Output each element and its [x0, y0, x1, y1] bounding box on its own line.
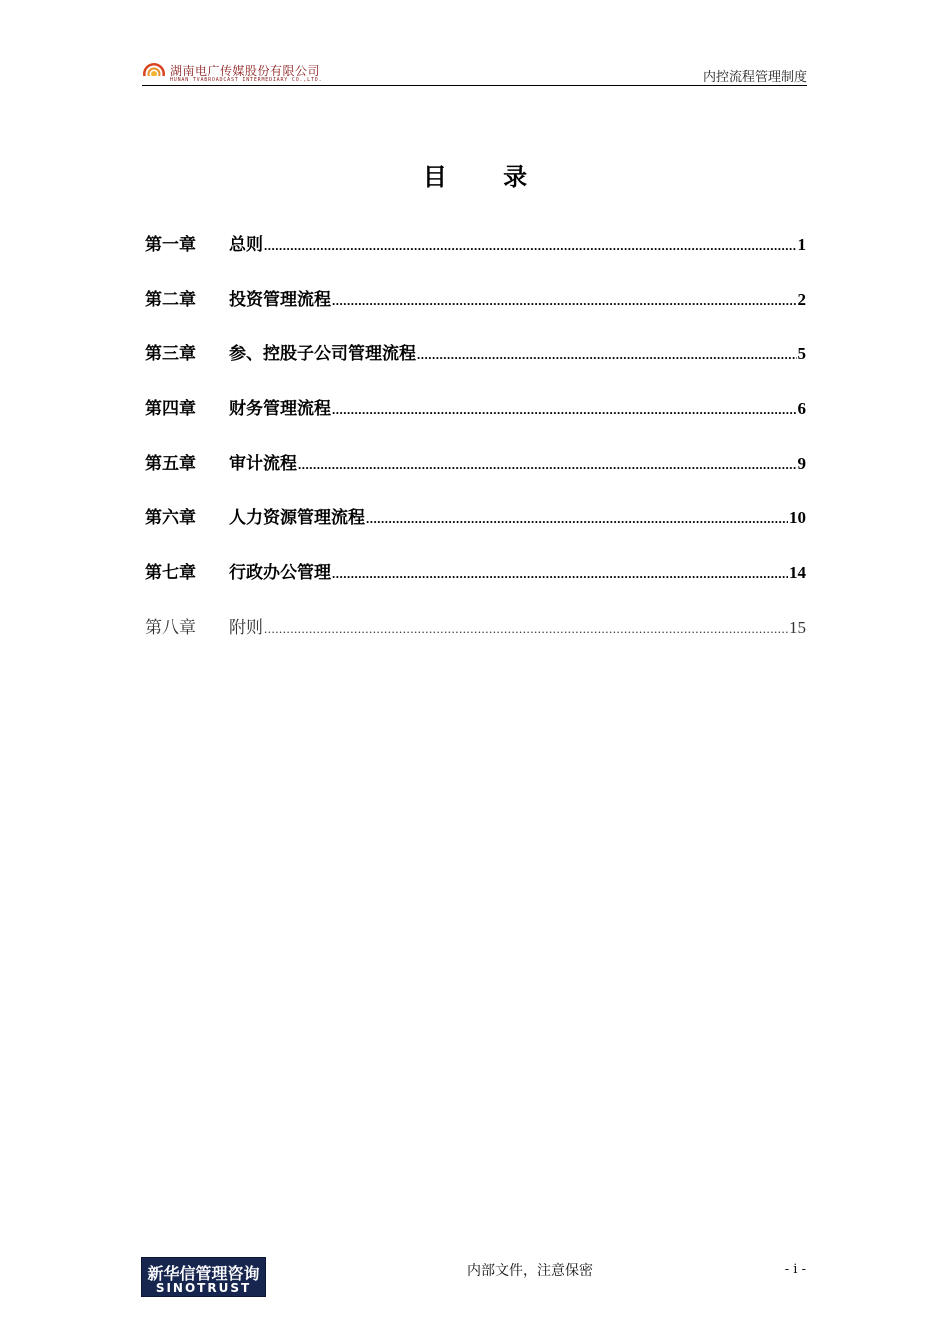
toc-page-number: 1	[797, 235, 806, 254]
toc-chapter: 第八章	[145, 617, 196, 638]
sunrise-logo-icon	[142, 60, 166, 84]
company-name: 湖南电广传媒股份有限公司	[170, 64, 321, 78]
toc-leader	[298, 457, 797, 473]
toc-text: 投资管理流程	[229, 289, 331, 310]
page-header	[142, 58, 807, 86]
toc-text: 审计流程	[229, 453, 297, 474]
toc-leader	[264, 238, 797, 254]
toc-text: 财务管理流程	[229, 399, 331, 420]
toc-entry-2[interactable]	[145, 285, 806, 340]
toc-chapter: 第七章	[145, 563, 196, 584]
toc-entry-8[interactable]	[145, 613, 806, 668]
toc-page-number: 10	[789, 508, 806, 528]
toc-entry-5[interactable]	[145, 449, 806, 504]
toc-page-number: 9	[797, 453, 806, 473]
toc-entry-4[interactable]	[145, 394, 806, 449]
toc-text: 人力资源管理流程	[229, 508, 365, 529]
toc-leader	[264, 621, 788, 637]
toc-leader	[332, 293, 797, 309]
toc-chapter: 第四章	[145, 399, 196, 420]
sinotrust-logo-cn: 新华信管理咨询	[147, 1264, 260, 1283]
page-number: - i -	[784, 1262, 806, 1277]
toc-page-number: 2	[797, 289, 806, 309]
toc-title: 目 录	[422, 162, 552, 191]
toc-leader	[332, 402, 797, 418]
document-title: 内控流程管理制度	[702, 70, 807, 85]
toc-list	[145, 230, 806, 668]
toc-page-number: 6	[797, 399, 806, 419]
company-name-en: HUNAN TVABROADCAST INTERMEDIARY CO.,LTD.	[170, 77, 323, 83]
confidential-notice: 内部文件，注意保密	[467, 1263, 593, 1279]
toc-chapter: 第六章	[145, 508, 196, 529]
toc-leader	[417, 347, 797, 363]
toc-entry-6[interactable]	[145, 503, 806, 558]
toc-page-number: 5	[797, 344, 806, 364]
toc-page-number: 14	[789, 563, 806, 583]
toc-chapter: 第一章	[145, 235, 196, 255]
toc-leader	[366, 511, 788, 527]
toc-chapter: 第二章	[145, 289, 196, 310]
toc-text: 附则	[229, 617, 263, 638]
toc-chapter: 第五章	[145, 453, 196, 474]
toc-text: 参、控股子公司管理流程	[229, 344, 416, 365]
toc-page-number: 15	[789, 617, 806, 637]
toc-chapter: 第三章	[145, 344, 196, 365]
toc-entry-3[interactable]	[145, 339, 806, 394]
toc-entry-1[interactable]	[145, 230, 806, 285]
toc-leader	[332, 566, 788, 582]
toc-text: 行政办公管理	[229, 563, 331, 584]
toc-entry-7[interactable]	[145, 558, 806, 613]
toc-text: 总则	[229, 235, 263, 255]
sinotrust-logo-en: SINOTRUST	[155, 1281, 252, 1295]
